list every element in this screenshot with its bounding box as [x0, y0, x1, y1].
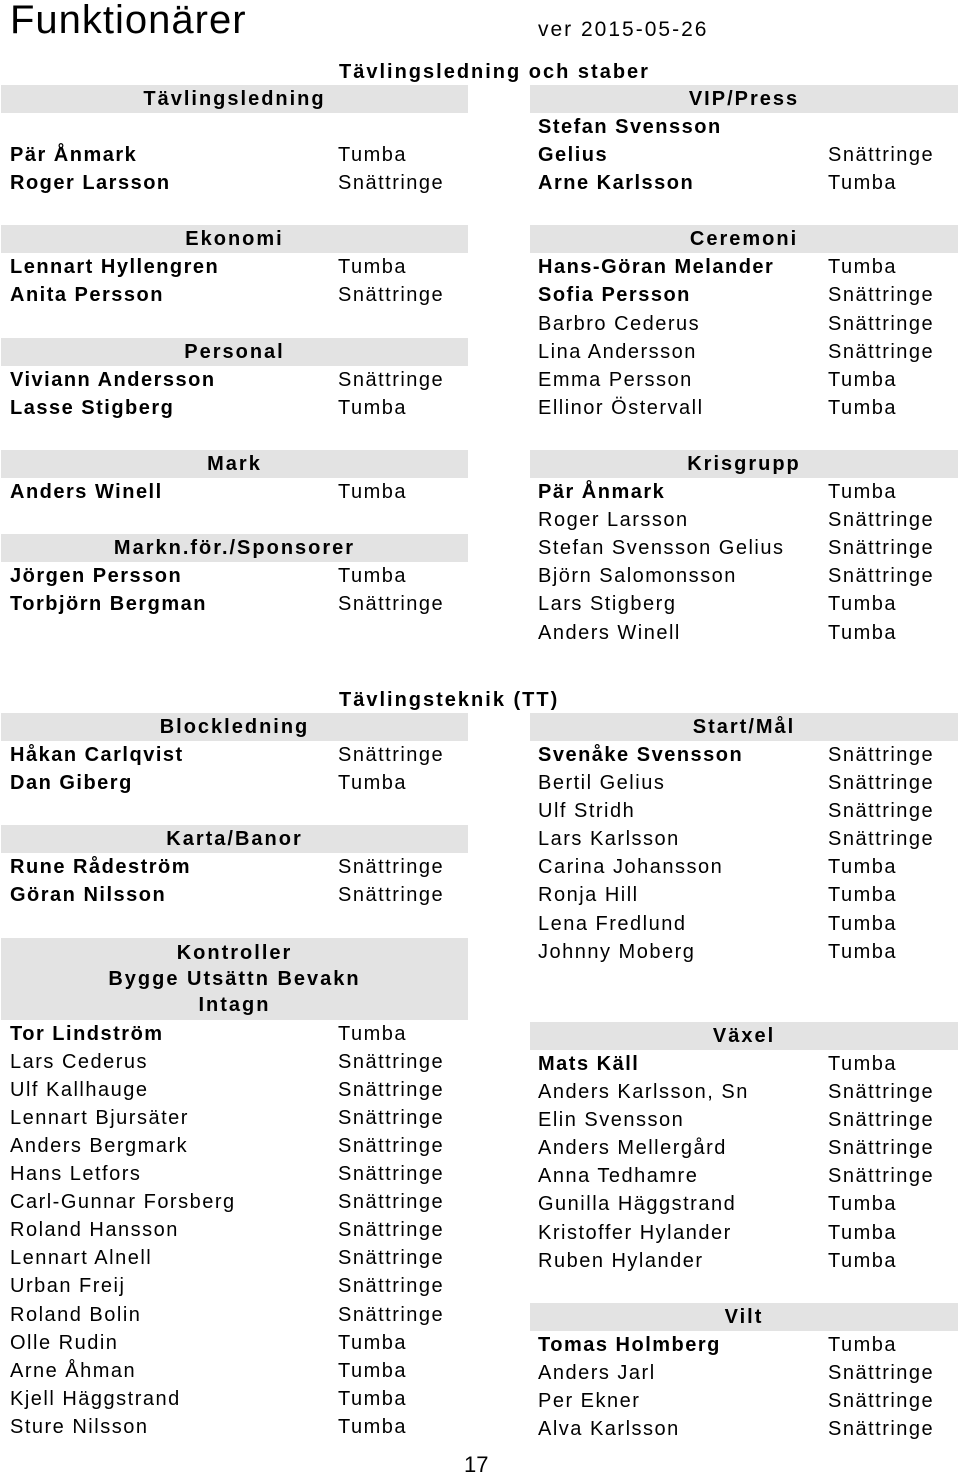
- group-header: Vilt: [530, 1303, 958, 1331]
- person-town: Snättringe: [338, 1303, 445, 1326]
- group-header-line: Intagn: [198, 993, 271, 1016]
- person-name: Hans-Göran Melander: [538, 256, 775, 279]
- person-town: Tumba: [828, 1221, 898, 1244]
- spacer: [530, 994, 960, 1022]
- person-name: Lars Cederus: [10, 1050, 149, 1073]
- person-row: [530, 478, 960, 506]
- person-name: Arne Åhman: [10, 1359, 137, 1382]
- group-header: Växel: [530, 1022, 958, 1050]
- person-name: Ulf Stridh: [538, 800, 636, 823]
- person-name: Roland Hansson: [10, 1219, 179, 1242]
- person-row: [530, 1050, 960, 1078]
- person-town: Snättringe: [828, 1389, 935, 1412]
- person-town: Tumba: [338, 772, 408, 795]
- person-row: [530, 1106, 960, 1134]
- person-name: Viviann Andersson: [10, 368, 216, 391]
- person-town: Tumba: [828, 912, 898, 935]
- person-row: [530, 394, 960, 422]
- person-town: Tumba: [828, 1052, 898, 1075]
- person-town: Snättringe: [828, 144, 935, 167]
- person-town: Snättringe: [828, 1418, 935, 1441]
- spacer: [530, 197, 960, 225]
- person-town: Snättringe: [828, 1137, 935, 1160]
- person-town: Snättringe: [828, 312, 935, 335]
- person-town: Tumba: [338, 1022, 408, 1045]
- person-town: Snättringe: [338, 1275, 445, 1298]
- person-row: [530, 590, 960, 618]
- person-name: Per Ekner: [538, 1389, 641, 1412]
- person-town: Snättringe: [828, 565, 935, 588]
- group-header: Markn.för./Sponsorer: [1, 534, 468, 562]
- person-town: Snättringe: [338, 1191, 445, 1214]
- person-row: [530, 141, 960, 169]
- person-row: [530, 338, 960, 366]
- person-row: [530, 562, 960, 590]
- person-town: Snättringe: [828, 509, 935, 532]
- group-header: Mark: [1, 450, 468, 478]
- right-column-tt: [0, 713, 960, 1443]
- spacer: [530, 966, 960, 994]
- person-town: Snättringe: [338, 1163, 445, 1186]
- person-row: [530, 1387, 960, 1415]
- page-title: Funktionärer: [10, 0, 247, 42]
- person-town: Tumba: [338, 1359, 408, 1382]
- person-name: Torbjörn Bergman: [10, 593, 207, 616]
- person-name: Tor Lindström: [10, 1022, 164, 1045]
- person-row: [530, 797, 960, 825]
- spacer: [530, 422, 960, 450]
- page-number: 17: [464, 1452, 489, 1477]
- person-row: [530, 1162, 960, 1190]
- person-name: Kjell Häggstrand: [10, 1387, 181, 1410]
- person-name: Gunilla Häggstrand: [538, 1193, 737, 1216]
- person-town: Snättringe: [828, 800, 935, 823]
- person-town: Tumba: [828, 1333, 898, 1356]
- person-town: Tumba: [338, 565, 408, 588]
- section-title-staber: Tävlingsledning och staber: [339, 61, 650, 83]
- person-row: [530, 853, 960, 881]
- person-town: Snättringe: [828, 340, 935, 363]
- person-town: Tumba: [828, 1249, 898, 1272]
- person-town: Snättringe: [338, 284, 445, 307]
- person-row: [530, 825, 960, 853]
- person-town: Snättringe: [338, 884, 445, 907]
- person-row: [530, 1415, 960, 1443]
- person-town: Tumba: [828, 856, 898, 879]
- person-row: [530, 366, 960, 394]
- person-town: Snättringe: [828, 1165, 935, 1188]
- person-name: Roger Larsson: [10, 172, 171, 195]
- person-row: [530, 506, 960, 534]
- person-town: Snättringe: [828, 284, 935, 307]
- person-row: [530, 1247, 960, 1275]
- person-name: Carina Johansson: [538, 856, 724, 879]
- person-name: Anders Karlsson, Sn: [538, 1081, 749, 1104]
- person-town: Snättringe: [338, 1106, 445, 1129]
- person-name: Mats Käll: [538, 1052, 640, 1075]
- person-row: [530, 1078, 960, 1106]
- person-name: Jörgen Persson: [10, 565, 183, 588]
- person-town: Snättringe: [338, 593, 445, 616]
- person-town: Tumba: [338, 1387, 408, 1410]
- person-town: Snättringe: [828, 1109, 935, 1132]
- right-column-staber: [0, 85, 960, 647]
- person-town: Tumba: [828, 396, 898, 419]
- person-town: Tumba: [828, 593, 898, 616]
- person-row: [530, 741, 960, 769]
- person-town: Snättringe: [828, 537, 935, 560]
- person-town: Snättringe: [828, 1361, 935, 1384]
- person-town: Snättringe: [828, 1081, 935, 1104]
- person-row: [530, 1134, 960, 1162]
- person-name: Anders Winell: [538, 621, 681, 644]
- person-town: Tumba: [338, 396, 408, 419]
- person-name: Roland Bolin: [10, 1303, 142, 1326]
- person-town: Tumba: [338, 1415, 408, 1438]
- person-name: Anna Tedhamre: [538, 1165, 699, 1188]
- person-row: [530, 113, 960, 141]
- person-name: Ruben Hylander: [538, 1249, 704, 1272]
- person-town: Snättringe: [338, 172, 445, 195]
- person-name: Dan Giberg: [10, 772, 133, 795]
- person-town: Tumba: [828, 256, 898, 279]
- person-row: [530, 910, 960, 938]
- person-town: Tumba: [828, 172, 898, 195]
- person-name: Anita Persson: [10, 284, 164, 307]
- person-name: Roger Larsson: [538, 509, 689, 532]
- group-header-line: Kontroller: [176, 941, 293, 964]
- person-name: Ellinor Östervall: [538, 396, 704, 419]
- group-header: Ekonomi: [1, 225, 468, 253]
- person-name: Lennart Alnell: [10, 1247, 153, 1270]
- person-row: [530, 619, 960, 647]
- person-name: Barbro Cederus: [538, 312, 701, 335]
- group-header: Tävlingsledning: [1, 85, 468, 113]
- person-row: [530, 1190, 960, 1218]
- person-row: [530, 169, 960, 197]
- person-town: Tumba: [828, 940, 898, 963]
- person-town: Snättringe: [338, 856, 445, 879]
- person-name: Emma Persson: [538, 368, 693, 391]
- group-header: Personal: [1, 338, 468, 366]
- group-header: Blockledning: [1, 713, 468, 741]
- person-name: Tomas Holmberg: [538, 1333, 721, 1356]
- person-name: Anders Winell: [10, 480, 163, 503]
- person-town: Snättringe: [338, 368, 445, 391]
- person-town: Tumba: [338, 144, 408, 167]
- person-name: Anders Bergmark: [10, 1134, 189, 1157]
- person-name: Anders Mellergård: [538, 1137, 727, 1160]
- person-name: Pär Ånmark: [10, 144, 138, 167]
- person-name: Lars Stigberg: [538, 593, 677, 616]
- group-header: Ceremoni: [530, 225, 958, 253]
- person-town: Snättringe: [338, 744, 445, 766]
- person-name: Arne Karlsson: [538, 172, 695, 195]
- person-town: Tumba: [828, 621, 898, 644]
- group-header: VIP/Press: [530, 85, 958, 113]
- person-name: Stefan Svensson Gelius: [538, 537, 785, 560]
- person-name: Olle Rudin: [10, 1331, 119, 1354]
- person-name: Håkan Carlqvist: [10, 744, 184, 766]
- person-name: Kristoffer Hylander: [538, 1221, 732, 1244]
- person-name: Johnny Moberg: [538, 940, 696, 963]
- person-name: Anders Jarl: [538, 1361, 656, 1384]
- group-header: Krisgrupp: [530, 450, 958, 478]
- version-label: ver 2015-05-26: [538, 18, 709, 41]
- group-header: Start/Mål: [530, 713, 958, 741]
- person-name: Lennart Bjursäter: [10, 1106, 189, 1129]
- section-title-tt: Tävlingsteknik (TT): [339, 689, 560, 711]
- person-town: Tumba: [338, 480, 408, 503]
- person-name: Pär Ånmark: [538, 481, 666, 504]
- person-town: Snättringe: [338, 1050, 445, 1073]
- person-row: [530, 938, 960, 966]
- person-town: Tumba: [828, 884, 898, 907]
- person-row: [530, 253, 960, 281]
- person-name: Lasse Stigberg: [10, 396, 175, 419]
- person-row: [530, 881, 960, 909]
- person-name: Bertil Gelius: [538, 772, 666, 795]
- person-name: Hans Letfors: [10, 1163, 142, 1186]
- person-name: Ronja Hill: [538, 884, 639, 907]
- person-name: Sofia Persson: [538, 284, 691, 307]
- person-town: Tumba: [828, 368, 898, 391]
- person-town: Tumba: [828, 1193, 898, 1216]
- spacer: [530, 1275, 960, 1303]
- person-name: Göran Nilsson: [10, 884, 167, 907]
- person-name: Carl-Gunnar Forsberg: [10, 1191, 236, 1214]
- person-row: [530, 310, 960, 338]
- person-town: Tumba: [828, 481, 898, 504]
- person-name: Stefan Svensson: [538, 116, 722, 138]
- person-town: Snättringe: [338, 1134, 445, 1157]
- person-name: Urban Freij: [10, 1275, 126, 1298]
- person-town: Snättringe: [828, 828, 935, 851]
- person-row: [530, 769, 960, 797]
- person-name: Lennart Hyllengren: [10, 256, 220, 279]
- person-town: Snättringe: [338, 1247, 445, 1270]
- person-row: [530, 534, 960, 562]
- person-row: [530, 281, 960, 309]
- person-name: Elin Svensson: [538, 1109, 685, 1132]
- person-town: Tumba: [338, 256, 408, 279]
- group-header-line: Bygge Utsättn Bevakn: [108, 967, 361, 990]
- person-name: Björn Salomonsson: [538, 565, 737, 588]
- person-row: [530, 1219, 960, 1247]
- person-town: Snättringe: [338, 1078, 445, 1101]
- person-name: Alva Karlsson: [538, 1418, 680, 1441]
- person-town: Snättringe: [828, 772, 935, 795]
- person-name: Svenåke Svensson: [538, 744, 744, 766]
- person-name: Ulf Kallhauge: [10, 1078, 149, 1101]
- person-name: Lina Andersson: [538, 340, 697, 363]
- person-town: Snättringe: [338, 1219, 445, 1242]
- person-name: Lena Fredlund: [538, 912, 687, 935]
- person-town: Tumba: [338, 1331, 408, 1354]
- person-name: Gelius: [538, 144, 609, 167]
- person-name: Lars Karlsson: [538, 828, 680, 851]
- person-row: [530, 1331, 960, 1359]
- person-name: Rune Rådeström: [10, 856, 192, 879]
- person-town: Snättringe: [828, 744, 935, 766]
- group-header: Karta/Banor: [1, 825, 468, 853]
- person-name: Sture Nilsson: [10, 1415, 149, 1438]
- person-row: [530, 1359, 960, 1387]
